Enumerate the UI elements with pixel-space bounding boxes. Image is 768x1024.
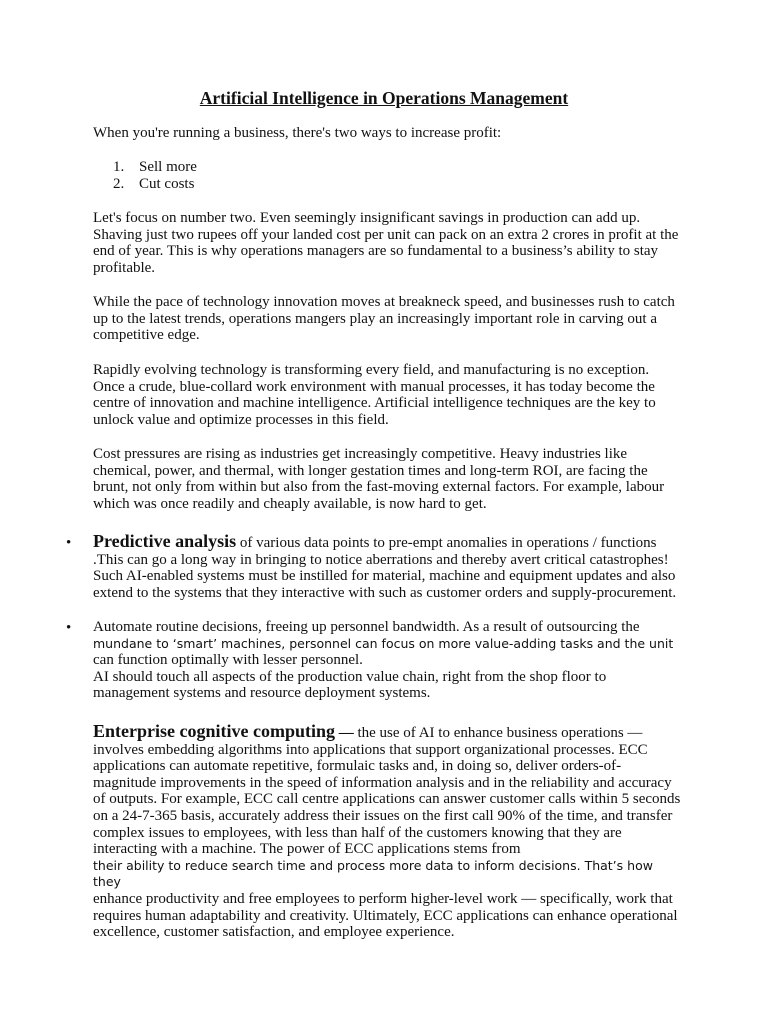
paragraph: Let's focus on number two. Even seemingly insignificant savings in production can add up. Shaving just two rupees off your landed cost per unit can pack on an extra 2 crores in profit at the end of year. This is why operations managers are so fundamental to a business’s ability to stay profitable. <box>93 210 679 276</box>
list-number: 1. <box>113 159 125 175</box>
bullet-automate <box>93 619 683 702</box>
ecc-text: the use of AI to enhance business operations — involves embedding algorithms into applications that support organizational processes. ECC applications can automate repetitive, formulaic tasks and, in doing so, deliver orders-of-magnitude improvements in the speed of information analysis and in the reliability and accuracy of outputs. For example, ECC call centre applications can answer customer calls within 5 seconds on a 24-7-365 basis, accurately address their issues on the first call 90% of the time, and transfer complex issues to employees, with less than half of the customers knowing that they are interacting with a machine. The power of ECC applications stems from <box>93 725 681 858</box>
paragraph: Rapidly evolving technology is transforming every field, and manufacturing is no exception. Once a crude, blue-collard work environment with manual processes, it has today become the centre of innovation and machine intelligence. Artificial intelligence techniques are the key to unlock value and optimize processes in this field. <box>93 362 656 428</box>
bullet-line: Automate routine decisions, freeing up personnel bandwidth. As a result of outsourcing the <box>93 619 640 635</box>
list-text: Cut costs <box>139 176 195 192</box>
numbered-list <box>113 159 197 193</box>
document-title: Artificial Intelligence in Operations Management <box>199 88 569 108</box>
bullet-predictive-analysis <box>93 533 683 601</box>
list-item <box>113 159 197 176</box>
ecc-line: their ability to reduce search time and process more data to inform decisions. That’s how they <box>93 857 653 890</box>
paragraph: Cost pressures are rising as industries get increasingly competitive. Heavy industries like chemical, power, and thermal, with longer gestation times and long-term ROI, are facing the brunt, not only from within but also from the fast-moving external factors. For example, labour which was once readily and cheaply available, is now hard to get. <box>93 446 665 512</box>
bullet-icon: • <box>66 535 72 551</box>
bullet-line: AI should touch all aspects of the production value chain, right from the shop floor to management systems and resource deployment systems. <box>93 668 607 702</box>
intro-text: When you're running a business, there's two ways to increase profit: <box>93 125 502 141</box>
bullet-line: can function optimally with lesser personnel. <box>93 652 363 669</box>
ecc-section <box>93 723 683 941</box>
list-number: 2. <box>113 176 125 192</box>
list-item <box>113 176 197 193</box>
ecc-text: enhance productivity and free employees to perform higher-level work — specifically, work that requires human adaptability and creativity. Ultimately, ECC applications can enhance operational excellence, customer satisfaction, and employee experience. <box>93 890 678 941</box>
list-text: Sell more <box>139 159 197 175</box>
ecc-dash: — <box>334 725 358 741</box>
ecc-lead: Enterprise cognitive computing <box>93 721 335 741</box>
bullet-icon: • <box>66 620 72 636</box>
bullet-line: mundane to ‘smart’ machines, personnel can focus on more value-adding tasks and the unit <box>93 635 674 651</box>
paragraph: While the pace of technology innovation moves at breakneck speed, and businesses rush to catch up to the latest trends, operations mangers play an increasingly important role in carving out a competitive edge. <box>93 294 675 344</box>
bullet-text: of various data points to pre-empt anomalies in operations / functions .This can go a long way in bringing to notice aberrations and thereby avert critical catastrophes! Such AI-enabled systems must be instilled for material, machine and equipment updates and also extend to the systems that they interactive with such as customer orders and supply-procurement. <box>93 535 677 601</box>
bullet-lead: Predictive analysis <box>93 531 237 551</box>
ecc-part-1 <box>93 723 683 858</box>
